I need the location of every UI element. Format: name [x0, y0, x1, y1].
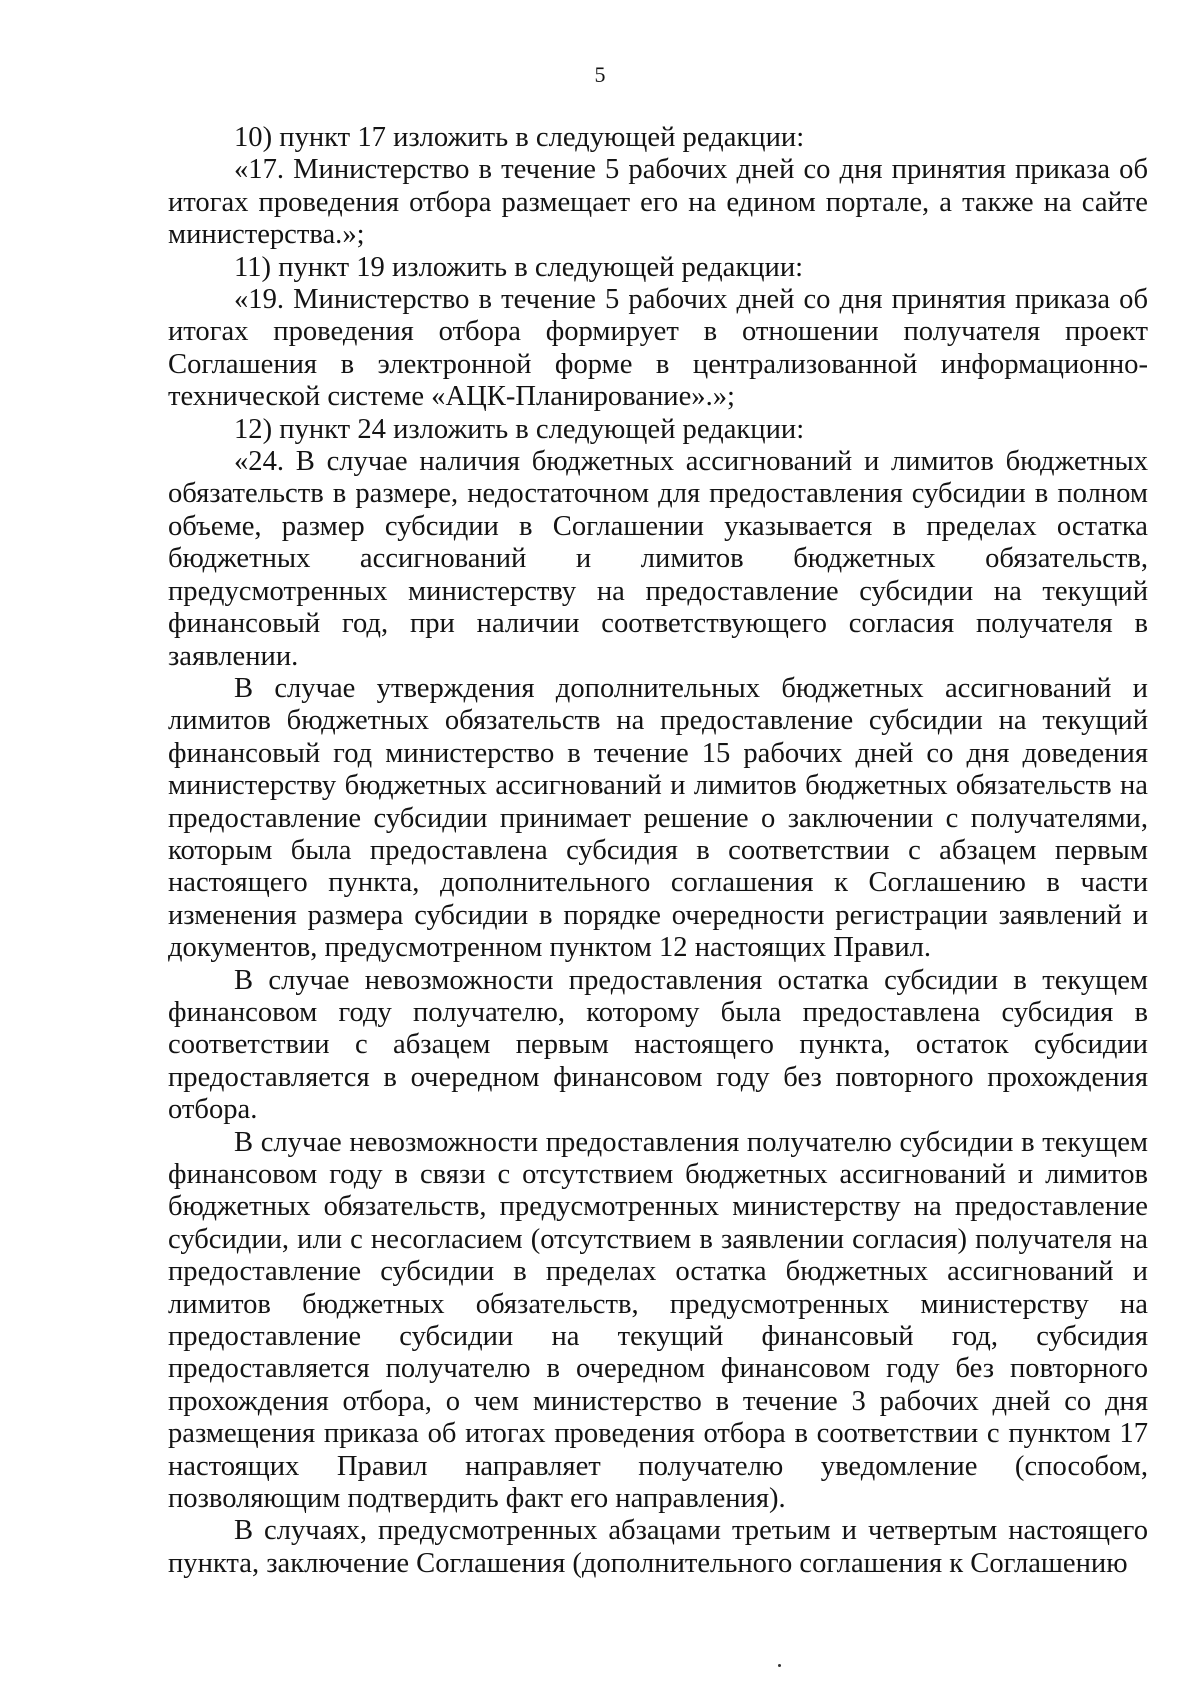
- clause-24-paragraph-3: В случае невозможности предоставления остатка субсидии в текущем финансовом году получателю, которому была предоставлена субсидия в соответствии с абзацем первым настоящего пункта, остаток субсидии предоставляется в очередном финансовом году без повторного прохождения отбора.: [168, 964, 1148, 1126]
- amendment-item-12: 12) пункт 24 изложить в следующей редакции:: [234, 413, 805, 445]
- clause-24-paragraph-5: В случаях, предусмотренных абзацами третьим и четвертым настоящего пункта, заключение Соглашения (дополнительного соглашения к Соглашению: [168, 1515, 1148, 1579]
- clause-24-paragraph-4: В случае невозможности предоставления получателю субсидии в текущем финансовом году в связи с отсутствием бюджетных ассигнований и лимитов бюджетных обязательств, предусмотренных министерству на предоставление субсидии, или с несогласием (отсутствием в заявлении согласия) получателя на предоставление субсидии в пределах остатка бюджетных ассигнований и лимитов бюджетных обязательств, предусмотренных министерству на предоставление субсидии на текущий финансовый год, субсидия предоставляется получателю в очередном финансовом году без повторного прохождения отбора, о чем министерство в течение 3 рабочих дней со дня размещения приказа об итогах проведения отбора в соответствии с пунктом 17 настоящих Правил направляет получателю уведомление (способом, позволяющим подтвердить факт его направления).: [168, 1126, 1148, 1515]
- clause-24-paragraph-1: «24. В случае наличия бюджетных ассигнований и лимитов бюджетных обязательств в размере, недостаточном для предоставления субсидии в полном объеме, размер субсидии в Соглашении указывается в пределах остатка бюджетных ассигнований и лимитов бюджетных обязательств, предусмотренных министерству на предоставление субсидии на текущий финансовый год, при наличии соответствующего согласия получателя в заявлении.: [168, 446, 1148, 672]
- amendment-item-10: 10) пункт 17 изложить в следующей редакции:: [234, 122, 805, 153]
- page-number: 5: [594, 62, 606, 87]
- clause-24-paragraph-2: В случае утверждения дополнительных бюджетных ассигнований и лимитов бюджетных обязательств на предоставление субсидии на текущий финансовый год министерство в течение 15 рабочих дней со дня доведения министерству бюджетных ассигнований и лимитов бюджетных обязательств на предоставление субсидии принимает решение о заключении с получателями, которым была предоставлена субсидия в соответствии с абзацем первым настоящего пункта, дополнительного соглашения к Соглашению в части изменения размера субсидии в порядке очередности регистрации заявлений и документов, предусмотренном пунктом 12 настоящих Правил.: [168, 672, 1148, 964]
- clause-17-text: «17. Министерство в течение 5 рабочих дней со дня принятия приказа об итогах проведения отбора размещает его на едином портале, а также на сайте министерства.»;: [168, 154, 1148, 251]
- amendment-item-11: 11) пункт 19 изложить в следующей редакции:: [234, 251, 804, 283]
- document-body: [168, 122, 1148, 1580]
- scan-speck: [778, 1664, 781, 1667]
- clause-19-text: «19. Министерство в течение 5 рабочих дней со дня принятия приказа об итогах проведения отбора формирует в отношении получателя проект Соглашения в электронной форме в централизованной информационно-технической системе «АЦК-Планирование».»;: [168, 284, 1148, 413]
